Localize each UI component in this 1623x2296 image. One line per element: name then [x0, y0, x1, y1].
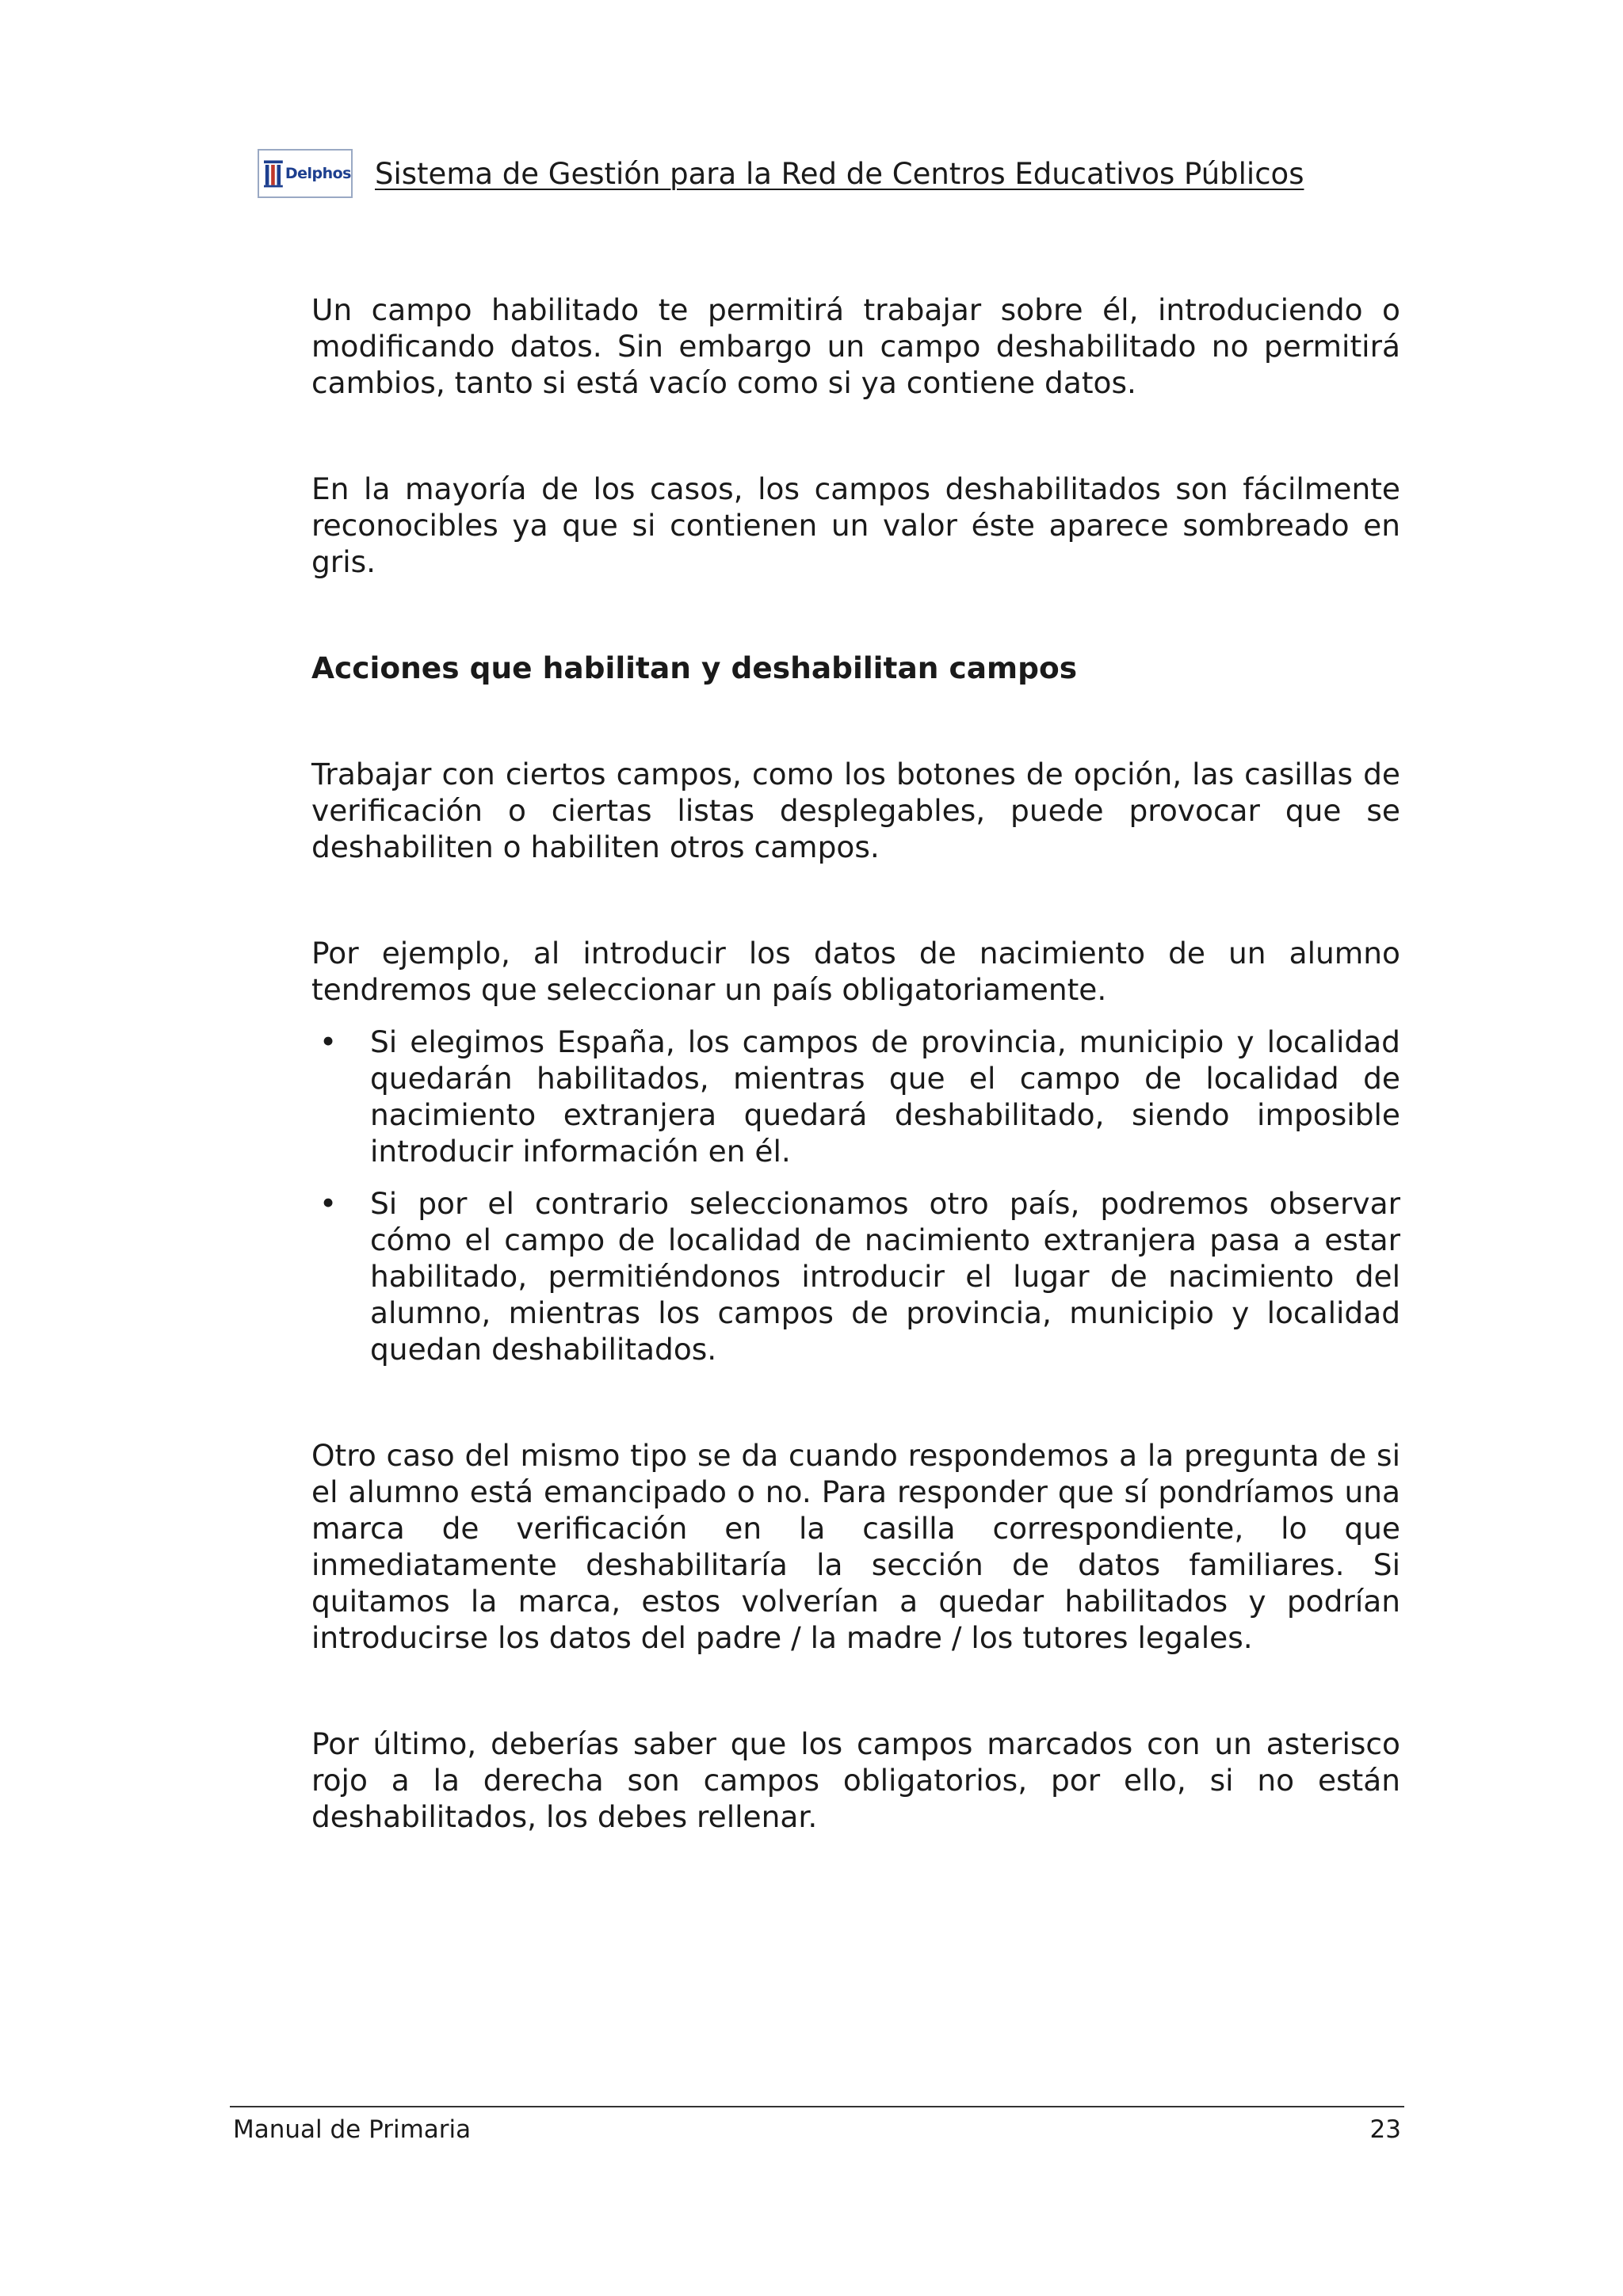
footer-manual-title: Manual de Primaria [233, 2115, 472, 2144]
paragraph-disabled-fields: En la mayoría de los casos, los campos deshabilitados son fácilmente reconocibles ya que si contienen un valor éste aparece sombreado en gris. [311, 471, 1400, 579]
paragraph-example: Por ejemplo, al introducir los datos de nacimiento de un alumno tendremos que seleccionar un país obligatoriamente. [311, 936, 1400, 1007]
example-bullet-list [311, 1024, 1400, 1367]
page-header [258, 147, 1304, 200]
columns-icon [264, 158, 283, 189]
bullet-icon: • [319, 1024, 338, 1059]
delphos-logo [258, 149, 353, 198]
section-heading: Acciones que habilitan y deshabilitan campos [311, 650, 1078, 685]
bullet-icon: • [319, 1186, 338, 1221]
list-item [311, 1185, 1400, 1367]
list-item-text: Si por el contrario seleccionamos otro país, podremos observar cómo el campo de localidad de nacimiento extranjera pasa a estar habilitado, permitiéndonos introducir el lugar de nacimiento del alumno, mientras los campos de provincia, municipio y localidad quedan deshabilitados. [370, 1186, 1400, 1367]
paragraph-emancipated: Otro caso del mismo tipo se da cuando respondemos a la pregunta de si el alumno está emancipado o no. Para responder que sí pondríamos una marca de verificación en la casilla correspondiente, lo que inmediatamente deshabilitaría la sección de datos familiares. Si quitamos la marca, estos volverían a quedar habilitados y podrían introducirse los datos del padre / la madre / los tutores legales. [311, 1438, 1400, 1655]
paragraph-enabled-fields: Un campo habilitado te permitirá trabajar sobre él, introduciendo o modificando datos. Sin embargo un campo deshabilitado no permitirá cambios, tanto si está vacío como si ya contiene datos. [311, 292, 1400, 400]
header-title: Sistema de Gestión para la Red de Centros Educativos Públicos [375, 156, 1304, 191]
paragraph-required-fields: Por último, deberías saber que los campos marcados con un asterisco rojo a la derecha son campos obligatorios, por ello, si no están deshabilitados, los debes rellenar. [311, 1726, 1400, 1834]
document-body [311, 292, 1400, 1835]
paragraph-actions: Trabajar con ciertos campos, como los botones de opción, las casillas de verificación o ciertas listas desplegables, puede provocar que se deshabiliten o habiliten otros campos. [311, 757, 1400, 864]
logo-text: Delphos [285, 165, 351, 182]
list-item [311, 1024, 1400, 1169]
page-number: 23 [1369, 2115, 1401, 2144]
list-item-text: Si elegimos España, los campos de provincia, municipio y localidad quedarán habilitados, mientras que el campo de localidad de nacimiento extranjera quedará deshabilitado, siendo imposible introducir información en él. [370, 1024, 1400, 1169]
footer-divider [230, 2106, 1404, 2107]
